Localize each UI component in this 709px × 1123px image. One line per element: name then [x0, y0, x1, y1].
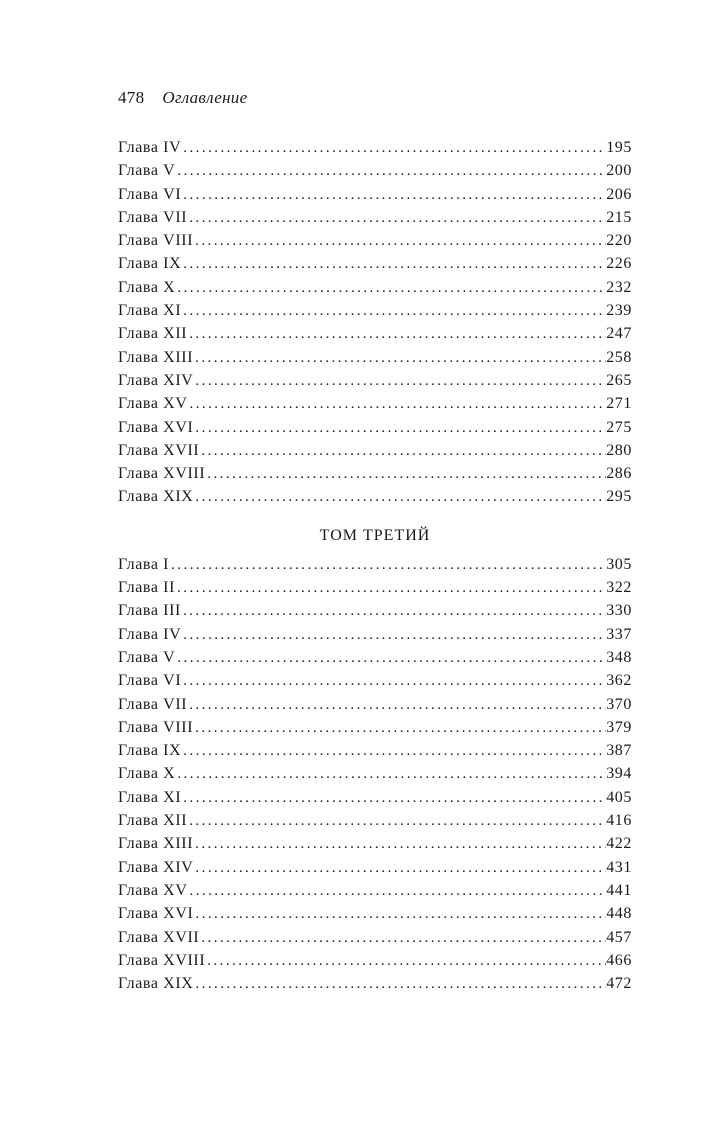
dot-leader	[181, 670, 606, 692]
toc-entry[interactable]	[118, 926, 632, 949]
toc-entry-label: Глава IV	[118, 139, 182, 156]
toc-entry-page: 457	[606, 928, 632, 946]
toc-entry-page: 387	[606, 742, 632, 760]
toc-entry[interactable]	[118, 369, 632, 392]
dot-leader	[199, 440, 606, 462]
dot-leader	[193, 417, 606, 439]
toc-entry-label: Глава XII	[118, 812, 188, 830]
toc-entry-page: 220	[606, 232, 632, 250]
dot-leader	[181, 740, 606, 762]
toc-entry[interactable]	[118, 879, 632, 902]
toc-entry[interactable]	[118, 809, 632, 832]
toc-entry[interactable]	[118, 392, 632, 415]
toc-entry-page: 448	[606, 905, 632, 923]
dot-leader	[187, 207, 606, 229]
toc-entry-label: Глава III	[118, 602, 181, 620]
toc-entry[interactable]	[118, 485, 632, 508]
toc-entry[interactable]	[118, 136, 632, 159]
dot-leader	[181, 624, 606, 646]
toc-entry[interactable]	[118, 646, 632, 669]
toc-entry-page: 322	[606, 579, 632, 597]
dot-leader	[205, 463, 606, 485]
toc-entry-label: Глава VI	[118, 672, 182, 690]
toc-entry[interactable]	[118, 599, 632, 622]
toc-entry-label: Глава XV	[118, 395, 188, 413]
dot-leader	[193, 486, 606, 508]
toc-entry[interactable]	[118, 669, 632, 692]
toc-entry[interactable]	[118, 183, 632, 206]
dot-leader	[175, 763, 606, 785]
toc-entry-page: 239	[606, 302, 632, 320]
toc-entry-label: Глава I	[118, 555, 170, 573]
dot-leader	[193, 903, 606, 925]
toc-entry-page: 265	[606, 371, 632, 389]
toc-entry-page: 215	[606, 208, 632, 226]
toc-entry[interactable]	[118, 576, 632, 599]
toc-entry-label: Глава XVII	[118, 441, 200, 459]
running-title: Оглавление	[162, 88, 248, 107]
toc-entry-page: 232	[606, 278, 632, 296]
toc-entry-page: 280	[606, 441, 632, 459]
toc-entry[interactable]	[118, 206, 632, 229]
dot-leader	[193, 973, 606, 995]
toc-entry-page: 226	[606, 255, 632, 273]
toc-entry-label: Глава XVII	[118, 928, 200, 946]
toc-entry-page: 330	[606, 602, 632, 620]
toc-entry-page: 195	[606, 139, 632, 156]
toc-entry[interactable]	[118, 762, 632, 785]
toc-entry-label: Глава X	[118, 765, 176, 783]
toc-entry-label: Глава XIX	[118, 975, 194, 993]
toc-entry-page: 416	[606, 812, 632, 830]
toc-entry-label: Глава XII	[118, 325, 188, 343]
toc-entry-label: Глава XVIII	[118, 951, 206, 969]
toc-entry-label: Глава XVIII	[118, 465, 206, 483]
toc-entry-label: Глава XVI	[118, 418, 194, 436]
toc-entry-label: Глава IX	[118, 255, 182, 273]
toc-entry-page: 258	[606, 348, 632, 366]
toc-entry-label: Глава VII	[118, 208, 188, 226]
toc-entry[interactable]	[118, 439, 632, 462]
toc-entry[interactable]	[118, 972, 632, 995]
dot-leader	[181, 787, 606, 809]
toc-entry-label: Глава V	[118, 162, 176, 180]
toc-entry-page: 337	[606, 625, 632, 643]
dot-leader	[193, 833, 606, 855]
dot-leader	[199, 927, 606, 949]
toc-entry[interactable]	[118, 462, 632, 485]
toc-entry[interactable]	[118, 416, 632, 439]
toc-entry-label: Глава XVI	[118, 905, 194, 923]
toc-entry[interactable]	[118, 786, 632, 809]
toc-entry[interactable]	[118, 159, 632, 182]
toc-entry[interactable]	[118, 322, 632, 345]
toc-entry-page: 206	[606, 185, 632, 203]
toc-entry-label: Глава XV	[118, 881, 188, 899]
toc-entry-label: Глава IX	[118, 742, 182, 760]
toc-entry-label: Глава VIII	[118, 232, 194, 250]
toc-entry[interactable]	[118, 739, 632, 762]
dot-leader	[193, 717, 606, 739]
dot-leader	[169, 554, 606, 576]
toc-entry-label: Глава XIII	[118, 835, 194, 853]
dot-leader	[193, 857, 606, 879]
toc-entry-label: Глава X	[118, 278, 176, 296]
dot-leader	[193, 347, 606, 369]
toc-section-volume-2	[118, 136, 632, 509]
dot-leader	[175, 277, 606, 299]
dot-leader	[188, 880, 607, 902]
dot-leader	[193, 370, 606, 392]
toc-entry-page: 441	[606, 881, 632, 899]
dot-leader	[181, 184, 606, 206]
toc-entry[interactable]	[118, 832, 632, 855]
dot-leader	[187, 694, 606, 716]
dot-leader	[181, 253, 606, 275]
dot-leader	[181, 137, 606, 159]
toc-entry-label: Глава XIV	[118, 371, 194, 389]
toc-entry[interactable]	[118, 693, 632, 716]
dot-leader	[181, 600, 606, 622]
dot-leader	[175, 577, 606, 599]
dot-leader	[193, 230, 606, 252]
dot-leader	[188, 393, 607, 415]
toc-entry[interactable]	[118, 299, 632, 322]
page-number: 478	[118, 88, 145, 107]
toc-entry[interactable]	[118, 276, 632, 299]
toc-entry-label: Глава VIII	[118, 718, 194, 736]
toc-section-volume-3	[118, 553, 632, 996]
toc-entry-label: Глава IV	[118, 625, 182, 643]
toc-entry-page: 472	[606, 975, 632, 993]
running-head	[118, 88, 632, 116]
toc-entry-page: 422	[606, 835, 632, 853]
toc-entry[interactable]	[118, 229, 632, 252]
toc-entry[interactable]	[118, 623, 632, 646]
toc-entry[interactable]	[118, 252, 632, 275]
toc-entry-label: Глава XIV	[118, 858, 194, 876]
dot-leader	[181, 300, 606, 322]
dot-leader	[175, 647, 606, 669]
toc-entry[interactable]	[118, 856, 632, 879]
toc-entry-page: 431	[606, 858, 632, 876]
book-page	[118, 88, 632, 995]
toc-entry-label: Глава V	[118, 648, 176, 666]
toc-entry-page: 348	[606, 648, 632, 666]
volume-heading: ТОМ ТРЕТИЙ	[319, 526, 431, 544]
toc-entry[interactable]	[118, 716, 632, 739]
toc-entry-page: 379	[606, 718, 632, 736]
toc-entry[interactable]	[118, 553, 632, 576]
toc-entry-page: 466	[606, 951, 632, 969]
toc-entry[interactable]	[118, 949, 632, 972]
toc-entry-page: 295	[606, 488, 632, 506]
toc-entry-page: 394	[606, 765, 632, 783]
toc-entry-page: 271	[606, 395, 632, 413]
toc-entry-label: Глава VII	[118, 695, 188, 713]
toc-entry-page: 200	[606, 162, 632, 180]
toc-entry-label: Глава VI	[118, 185, 182, 203]
toc-entry-page: 362	[606, 672, 632, 690]
toc-entry[interactable]	[118, 346, 632, 369]
toc-entry-page: 247	[606, 325, 632, 343]
toc-entry-page: 405	[606, 788, 632, 806]
toc-entry-page: 286	[606, 465, 632, 483]
toc-entry-label: Глава XI	[118, 788, 182, 806]
dot-leader	[205, 950, 606, 972]
dot-leader	[187, 323, 606, 345]
toc-entry-label: Глава XIX	[118, 488, 194, 506]
toc-entry-page: 305	[606, 555, 632, 573]
toc-entry-label: Глава XIII	[118, 348, 194, 366]
dot-leader	[175, 160, 606, 182]
toc-entry-page: 370	[606, 695, 632, 713]
toc-entry-label: Глава XI	[118, 302, 182, 320]
toc-entry-label: Глава II	[118, 579, 176, 597]
toc-entry-page: 275	[606, 418, 632, 436]
dot-leader	[187, 810, 606, 832]
toc-entry[interactable]	[118, 902, 632, 925]
